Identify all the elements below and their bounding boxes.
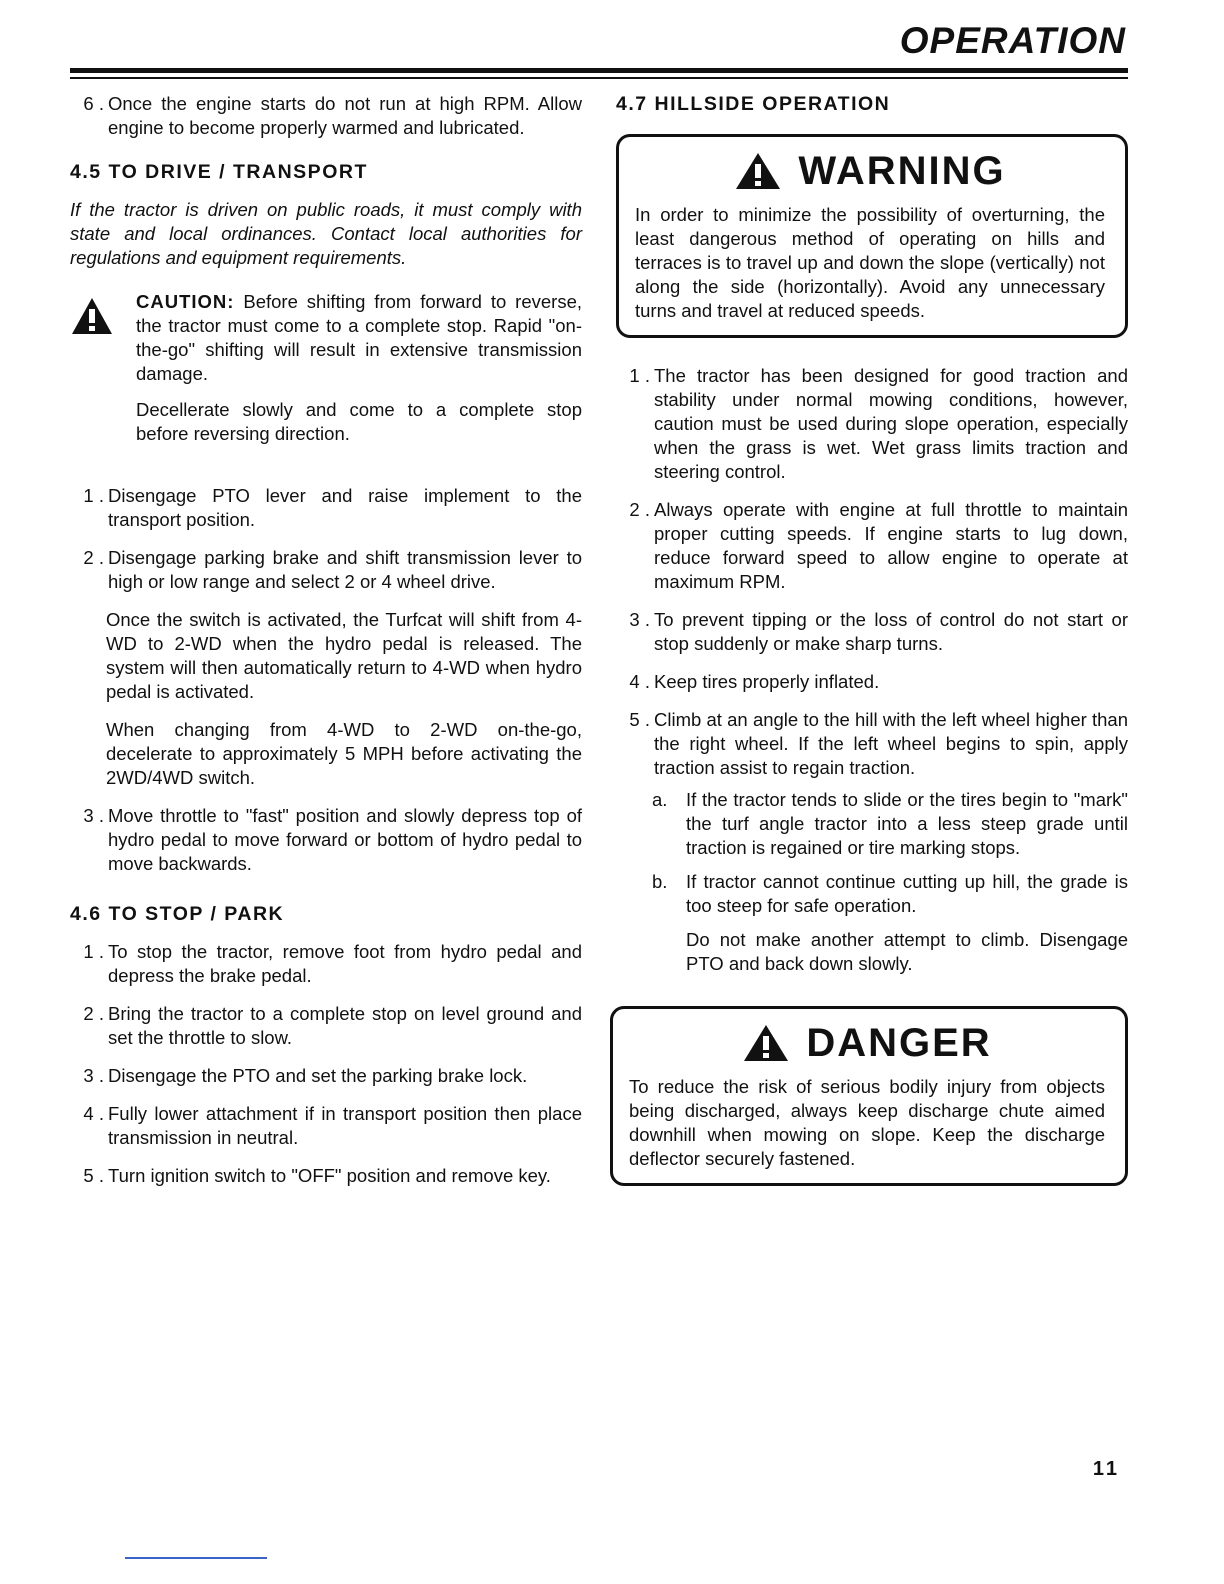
header-rule-thick bbox=[70, 68, 1128, 73]
item-text: Disengage the PTO and set the parking brake lock. bbox=[108, 1065, 528, 1086]
item-text: Fully lower attachment if in transport position then place transmission in neutral. bbox=[108, 1103, 582, 1148]
list-item bbox=[616, 708, 1128, 780]
item-number: 2 . bbox=[83, 1003, 104, 1024]
caution-icon bbox=[70, 290, 136, 458]
changing-paragraph: When changing from 4-WD to 2-WD on-the-go, decelerate to approximately 5 MPH before activating the 2WD/4WD switch. bbox=[106, 719, 582, 788]
item-number: 2 . bbox=[629, 499, 650, 520]
caution-body bbox=[136, 290, 582, 458]
danger-text: To reduce the risk of serious bodily injury from objects being discharged, always keep discharge chute aimed downhill when mowing on slope. Keep the discharge deflector securely fastened. bbox=[629, 1076, 1105, 1169]
list-item bbox=[616, 364, 1128, 484]
item-text: Turn ignition switch to "OFF" position and remove key. bbox=[108, 1165, 551, 1186]
warning-icon bbox=[734, 151, 782, 191]
sub-item-letter: b. bbox=[652, 871, 668, 892]
danger-title-text: DANGER bbox=[806, 1021, 992, 1065]
sub-item-text: If tractor cannot continue cutting up hill, the grade is too steep for safe operation. bbox=[686, 871, 1128, 916]
climb-paragraph: Do not make another attempt to climb. Disengage PTO and back down slowly. bbox=[686, 929, 1128, 974]
right-column bbox=[616, 92, 1128, 1212]
sub-item-text: If the tractor tends to slide or the tires begin to "mark" the turf angle tractor into a less steep grade until traction is regained or tire marking stops. bbox=[686, 789, 1128, 858]
item-text: Climb at an angle to the hill with the left wheel higher than the right wheel. If the left wheel begins to spin, apply traction assist to regain traction. bbox=[654, 709, 1128, 778]
item-number: 6 . bbox=[83, 93, 104, 114]
section-heading-4-7: 4.7 HILLSIDE OPERATION bbox=[616, 93, 891, 115]
list-item bbox=[70, 1002, 582, 1050]
warning-title-text: WARNING bbox=[798, 149, 1006, 193]
item-number: 2 . bbox=[83, 547, 104, 568]
list-item bbox=[70, 1164, 582, 1188]
list-item bbox=[616, 608, 1128, 656]
danger-icon bbox=[742, 1023, 790, 1063]
public-roads-note: If the tractor is driven on public roads, it must comply with state and local ordinances. Contact local authorities for regulations and equipment requirements. bbox=[70, 199, 582, 268]
switch-paragraph: Once the switch is activated, the Turfcat will shift from 4-WD to 2-WD when the hydro pedal is released. The system will then automatically return to 4-WD when hydro pedal is activated. bbox=[106, 609, 582, 702]
item-text: To prevent tipping or the loss of control do not start or stop suddenly or make sharp turns. bbox=[654, 609, 1128, 654]
bottom-link-underline bbox=[125, 1557, 267, 1559]
item-number: 1 . bbox=[629, 365, 650, 386]
warning-text: In order to minimize the possibility of overturning, the least dangerous method of operating on hills and terraces is to travel up and down the slope (vertically) not along the side (horizontally). Avoid any unnecessary turns and travel at reduced speeds. bbox=[635, 204, 1105, 321]
item-text: Always operate with engine at full throttle to maintain proper cutting speeds. If engine starts to lug down, reduce forward speed to allow engine to operate at maximum RPM. bbox=[654, 499, 1128, 592]
list-item bbox=[616, 498, 1128, 594]
list-item bbox=[70, 484, 582, 532]
sub-list-item bbox=[616, 870, 1128, 918]
item-number: 1 . bbox=[83, 485, 104, 506]
warning-box bbox=[616, 134, 1128, 338]
section-heading-4-6: 4.6 TO STOP / PARK bbox=[70, 903, 285, 925]
item-number: 3 . bbox=[83, 805, 104, 826]
list-item bbox=[70, 546, 582, 594]
item-number: 4 . bbox=[629, 671, 650, 692]
list-item bbox=[70, 92, 582, 140]
item-text: Keep tires properly inflated. bbox=[654, 671, 880, 692]
item-number: 5 . bbox=[83, 1165, 104, 1186]
item-number: 1 . bbox=[83, 941, 104, 962]
sub-item-letter: a. bbox=[652, 789, 668, 810]
caution-block bbox=[70, 290, 582, 458]
item-text: The tractor has been designed for good traction and stability under normal mowing conditions, however, caution must be used during slope operation, especially when the grass is wet. Wet grass limits traction and steering control. bbox=[654, 365, 1128, 482]
item-text: Once the engine starts do not run at high RPM. Allow engine to become properly warmed and lubricated. bbox=[108, 93, 582, 138]
item-text: Bring the tractor to a complete stop on level ground and set the throttle to slow. bbox=[108, 1003, 582, 1048]
item-number: 3 . bbox=[83, 1065, 104, 1086]
item-text: Disengage PTO lever and raise implement to the transport position. bbox=[108, 485, 582, 530]
list-item bbox=[70, 940, 582, 988]
item-number: 4 . bbox=[83, 1103, 104, 1124]
item-number: 3 . bbox=[629, 609, 650, 630]
item-text: Move throttle to "fast" position and slowly depress top of hydro pedal to move forward or bottom of hydro pedal to move backwards. bbox=[108, 805, 582, 874]
list-item bbox=[70, 1064, 582, 1088]
danger-box bbox=[610, 1006, 1128, 1186]
caution-text: Before shifting from forward to reverse, the tractor must come to a complete stop. Rapid "on-the-go" shifting will result in extensive transmission damage. bbox=[136, 291, 582, 384]
item-text: Disengage parking brake and shift transmission lever to high or low range and select 2 or 4 wheel drive. bbox=[108, 547, 582, 592]
caution-text-2: Decellerate slowly and come to a complete stop before reversing direction. bbox=[136, 399, 582, 444]
warning-title bbox=[635, 147, 1105, 195]
danger-title bbox=[629, 1019, 1105, 1067]
list-item bbox=[616, 670, 1128, 694]
list-item bbox=[70, 804, 582, 876]
left-column bbox=[70, 92, 582, 1202]
list-item bbox=[70, 1102, 582, 1150]
header-rule-thin bbox=[70, 77, 1128, 79]
item-number: 5 . bbox=[629, 709, 650, 730]
page-number: 11 bbox=[1092, 1458, 1120, 1480]
section-heading-4-5: 4.5 TO DRIVE / TRANSPORT bbox=[70, 161, 368, 183]
caution-label: CAUTION: bbox=[136, 291, 235, 312]
item-text: To stop the tractor, remove foot from hydro pedal and depress the brake pedal. bbox=[108, 941, 582, 986]
page-header-title: OPERATION bbox=[899, 20, 1126, 61]
sub-list-item bbox=[616, 788, 1128, 860]
